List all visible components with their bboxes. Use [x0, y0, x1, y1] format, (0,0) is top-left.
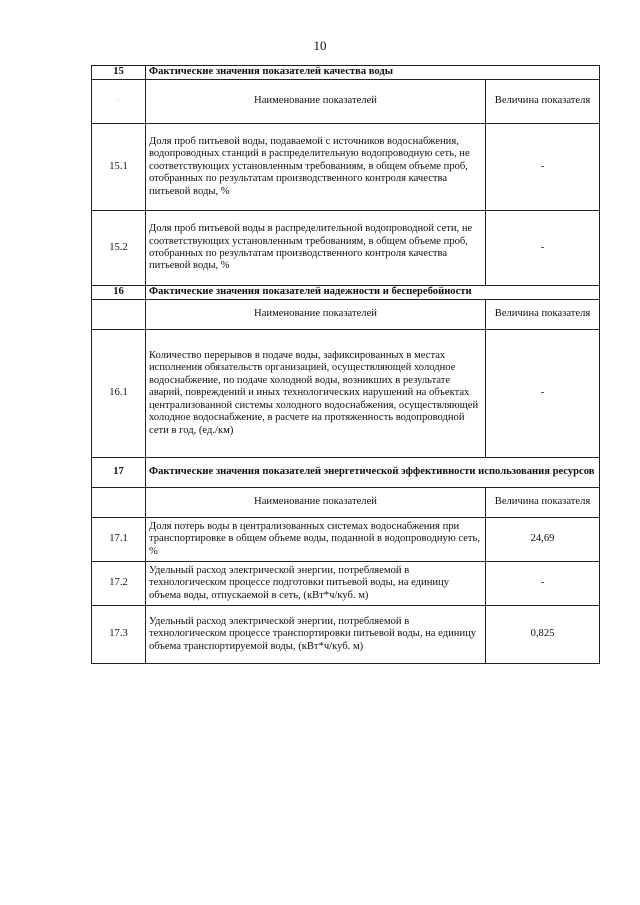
- row-number: 16.1: [92, 330, 146, 458]
- empty-number-cell: [92, 300, 146, 330]
- row-value: -: [486, 330, 600, 458]
- row-description: Удельный расход электрической энергии, потребляемой в технологическом процессе транспортировки питьевой воды, на единицу объема транспортируемой воды, (кВт*ч/куб. м): [146, 606, 486, 664]
- column-header-row: [92, 300, 600, 330]
- table-row: [92, 562, 600, 606]
- section-number: 17: [92, 458, 146, 488]
- row-number: 17.1: [92, 518, 146, 562]
- table-row: [92, 518, 600, 562]
- empty-number-cell: [92, 488, 146, 518]
- column-header-row: [92, 488, 600, 518]
- column-header-value: Величина показателя: [486, 300, 600, 330]
- row-description: Количество перерывов в подаче воды, зафиксированных в местах исполнения обязательств организацией, осуществляющей холодное водоснабжение, по подаче холодной воды, возникших в результате аварий, повреждений и иных технологических нарушений на объектах централизованной системы холодного водоснабжения, осуществляющей холодное водоснабжение, в расчете на протяженность водопроводной сети в год, (ед./км): [146, 330, 486, 458]
- table-row: [92, 330, 600, 458]
- row-number: 15.1: [92, 124, 146, 211]
- section-header-row: [92, 458, 600, 488]
- page-number: 10: [313, 38, 327, 53]
- row-description: Удельный расход электрической энергии, потребляемой в технологическом процессе подготовки питьевой воды, на единицу объема воды, отпускаемой в сеть, (кВт*ч/куб. м): [146, 562, 486, 606]
- row-value: -: [486, 562, 600, 606]
- section-header-row: [92, 286, 600, 300]
- row-value: -: [486, 211, 600, 286]
- row-number: 17.3: [92, 606, 146, 664]
- row-description: Доля проб питьевой воды в распределительной водопроводной сети, не соответствующих установленным требованиям, в общем объеме проб, отобранных по результатам производственного контроля качества питьевой воды, %: [146, 211, 486, 286]
- indicators-table: [91, 65, 600, 664]
- column-header-row: [92, 80, 600, 124]
- section-number: 15: [92, 66, 146, 80]
- section-number: 16: [92, 286, 146, 300]
- row-number: 17.2: [92, 562, 146, 606]
- row-description: Доля проб питьевой воды, подаваемой с источников водоснабжения, водопроводных станций в распределительную водопроводную сеть, не соответствующих установленным требованиям, в общем объеме проб, отобранных по результатам производственного контроля качества питьевой воды, %: [146, 124, 486, 211]
- column-header-name: Наименование показателей: [146, 488, 486, 518]
- row-value: 24,69: [486, 518, 600, 562]
- empty-number-cell: ·: [92, 80, 146, 124]
- table-row: [92, 606, 600, 664]
- section-title: Фактические значения показателей энергетической эффективности использования ресурсов: [146, 458, 600, 488]
- table-row: [92, 211, 600, 286]
- row-value: -: [486, 124, 600, 211]
- row-number: 15.2: [92, 211, 146, 286]
- table-row: [92, 124, 600, 211]
- column-header-name: Наименование показателей: [146, 80, 486, 124]
- column-header-value: Величина показателя: [486, 80, 600, 124]
- column-header-name: Наименование показателей: [146, 300, 486, 330]
- section-header-row: [92, 66, 600, 80]
- row-value: 0,825: [486, 606, 600, 664]
- row-description: Доля потерь воды в централизованных системах водоснабжения при транспортировке в общем объеме воды, поданной в водопроводную сеть, %: [146, 518, 486, 562]
- column-header-value: Величина показателя: [486, 488, 600, 518]
- section-title: Фактические значения показателей качества воды: [146, 66, 600, 80]
- section-title: Фактические значения показателей надежности и бесперебойности: [146, 286, 600, 300]
